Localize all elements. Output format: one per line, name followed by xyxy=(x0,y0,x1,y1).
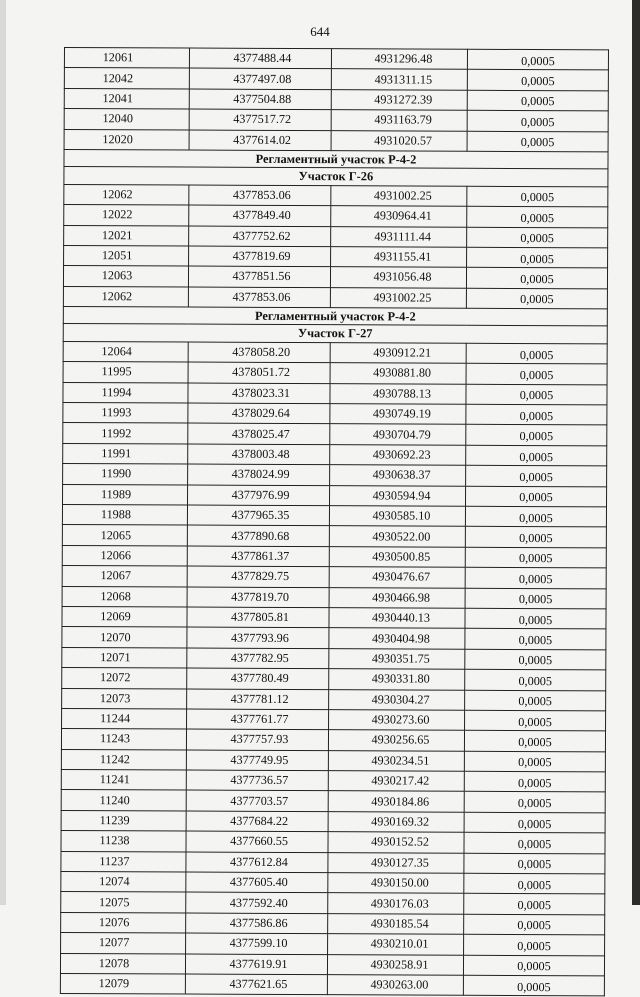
x-coordinate-cell: 4377829.75 xyxy=(187,566,329,587)
y-coordinate-cell: 4931155.41 xyxy=(331,247,467,268)
y-coordinate-cell: 4930152.52 xyxy=(328,832,464,853)
accuracy-cell: 0,0005 xyxy=(467,70,608,91)
accuracy-cell: 0,0005 xyxy=(466,268,607,289)
y-coordinate-cell: 4930263.00 xyxy=(327,975,463,996)
page-number: 644 xyxy=(310,24,330,39)
accuracy-cell: 0,0005 xyxy=(465,608,606,629)
point-number-cell: 12021 xyxy=(64,225,189,246)
table-row xyxy=(61,892,605,915)
y-coordinate-cell: 4931296.48 xyxy=(331,49,467,70)
point-number-cell: 12061 xyxy=(64,48,189,69)
point-number-cell: 11243 xyxy=(61,729,186,750)
y-coordinate-cell: 4930304.27 xyxy=(329,689,465,710)
accuracy-cell: 0,0005 xyxy=(464,771,605,792)
y-coordinate-cell: 4931002.25 xyxy=(331,185,467,206)
x-coordinate-cell: 4378003.48 xyxy=(188,444,330,465)
y-coordinate-cell: 4930749.19 xyxy=(330,404,466,425)
point-number-cell: 12067 xyxy=(62,566,187,587)
x-coordinate-cell: 4377703.57 xyxy=(186,790,328,811)
y-coordinate-cell: 4930522.00 xyxy=(329,526,465,547)
point-number-cell: 11239 xyxy=(61,810,186,831)
accuracy-cell: 0,0005 xyxy=(463,975,604,996)
point-number-cell: 12064 xyxy=(63,341,188,362)
accuracy-cell: 0,0005 xyxy=(466,384,607,405)
x-coordinate-cell: 4377599.10 xyxy=(186,933,328,954)
table-row xyxy=(63,484,607,507)
point-number-cell: 12062 xyxy=(64,184,189,205)
table-row xyxy=(61,810,605,833)
x-coordinate-cell: 4378023.31 xyxy=(188,383,330,404)
point-number-cell: 12071 xyxy=(62,647,187,668)
point-number-cell: 11992 xyxy=(63,423,188,444)
table-row xyxy=(64,88,608,111)
y-coordinate-cell: 4930184.86 xyxy=(328,791,464,812)
x-coordinate-cell: 4377614.02 xyxy=(189,130,331,151)
x-coordinate-cell: 4377605.40 xyxy=(186,872,328,893)
accuracy-cell: 0,0005 xyxy=(464,873,605,894)
table-row xyxy=(63,403,607,426)
table-row xyxy=(64,109,608,132)
x-coordinate-cell: 4377782.95 xyxy=(187,648,329,669)
x-coordinate-cell: 4377517.72 xyxy=(189,109,331,130)
accuracy-cell: 0,0005 xyxy=(464,894,605,915)
x-coordinate-cell: 4377861.37 xyxy=(187,546,329,567)
table-row xyxy=(62,586,606,609)
y-coordinate-cell: 4931020.57 xyxy=(331,130,467,151)
x-coordinate-cell: 4378029.64 xyxy=(188,403,330,424)
section-title: Регламентный участок Р-4-2 xyxy=(64,149,608,169)
accuracy-cell: 0,0005 xyxy=(467,227,608,248)
x-coordinate-cell: 4377819.70 xyxy=(187,587,329,608)
y-coordinate-cell: 4930351.75 xyxy=(329,648,465,669)
point-number-cell: 12040 xyxy=(64,109,189,130)
table-row xyxy=(63,341,607,364)
x-coordinate-cell: 4377612.84 xyxy=(186,852,328,873)
accuracy-cell: 0,0005 xyxy=(465,669,606,690)
accuracy-cell: 0,0005 xyxy=(464,934,605,955)
y-coordinate-cell: 4930964.41 xyxy=(331,206,467,227)
x-coordinate-cell: 4378058.20 xyxy=(188,342,330,363)
table-row xyxy=(61,749,605,772)
point-number-cell: 12068 xyxy=(62,586,187,607)
y-coordinate-cell: 4931111.44 xyxy=(331,226,467,247)
y-coordinate-cell: 4930466.98 xyxy=(329,587,465,608)
point-number-cell: 11237 xyxy=(61,851,186,872)
table-row xyxy=(62,708,606,731)
table-row xyxy=(63,443,607,466)
table-row xyxy=(61,872,605,895)
point-number-cell: 11244 xyxy=(62,708,187,729)
y-coordinate-cell: 4930585.10 xyxy=(329,506,465,527)
point-number-cell: 11993 xyxy=(63,403,188,424)
point-number-cell: 12065 xyxy=(62,525,187,546)
point-number-cell: 11240 xyxy=(61,790,186,811)
y-coordinate-cell: 4930881.80 xyxy=(330,363,466,384)
accuracy-cell: 0,0005 xyxy=(464,751,605,772)
table-row xyxy=(62,688,606,711)
point-number-cell: 12078 xyxy=(60,953,185,974)
accuracy-cell: 0,0005 xyxy=(465,690,606,711)
table-row xyxy=(62,504,606,527)
point-number-cell: 12074 xyxy=(61,872,186,893)
point-number-cell: 12072 xyxy=(62,668,187,689)
accuracy-cell: 0,0005 xyxy=(467,131,608,152)
table-row xyxy=(63,266,607,289)
x-coordinate-cell: 4377497.08 xyxy=(189,68,331,89)
x-coordinate-cell: 4378024.99 xyxy=(188,464,330,485)
x-coordinate-cell: 4378051.72 xyxy=(188,362,330,383)
x-coordinate-cell: 4377780.49 xyxy=(187,668,329,689)
table-row xyxy=(61,729,605,752)
table-row xyxy=(60,953,604,976)
accuracy-cell: 0,0005 xyxy=(467,110,608,131)
table-row xyxy=(63,362,607,385)
y-coordinate-cell: 4930234.51 xyxy=(328,750,464,771)
table-row xyxy=(64,205,608,228)
accuracy-cell: 0,0005 xyxy=(465,649,606,670)
accuracy-cell: 0,0005 xyxy=(465,710,606,731)
x-coordinate-cell: 4377819.69 xyxy=(189,246,331,267)
y-coordinate-cell: 4930258.91 xyxy=(327,954,463,975)
table-row xyxy=(64,184,608,207)
accuracy-cell: 0,0005 xyxy=(464,832,605,853)
x-coordinate-cell: 4377504.88 xyxy=(189,89,331,110)
point-number-cell: 12051 xyxy=(64,245,189,266)
coordinates-table-body xyxy=(60,48,608,997)
y-coordinate-cell: 4930500.85 xyxy=(329,546,465,567)
y-coordinate-cell: 4930788.13 xyxy=(330,383,466,404)
x-coordinate-cell: 4377736.57 xyxy=(186,770,328,791)
table-row xyxy=(62,647,606,670)
table-row xyxy=(64,48,608,71)
accuracy-cell: 0,0005 xyxy=(467,206,608,227)
accuracy-cell: 0,0005 xyxy=(467,247,608,268)
point-number-cell: 12079 xyxy=(60,973,185,994)
table-row xyxy=(61,851,605,874)
accuracy-cell: 0,0005 xyxy=(464,914,605,935)
accuracy-cell: 0,0005 xyxy=(464,853,605,874)
x-coordinate-cell: 4377853.06 xyxy=(188,287,330,308)
accuracy-cell: 0,0005 xyxy=(466,425,607,446)
accuracy-cell: 0,0005 xyxy=(464,731,605,752)
x-coordinate-cell: 4377752.62 xyxy=(189,226,331,247)
point-number-cell: 11991 xyxy=(63,443,188,464)
x-coordinate-cell: 4377749.95 xyxy=(186,750,328,771)
table-row xyxy=(61,933,605,956)
table-row xyxy=(61,831,605,854)
x-coordinate-cell: 4377621.65 xyxy=(185,974,327,995)
accuracy-cell: 0,0005 xyxy=(466,445,607,466)
point-number-cell: 11989 xyxy=(63,484,188,505)
table-row xyxy=(62,525,606,548)
accuracy-cell: 0,0005 xyxy=(466,465,607,486)
table-row xyxy=(63,423,607,446)
y-coordinate-cell: 4930440.13 xyxy=(329,608,465,629)
y-coordinate-cell: 4931056.48 xyxy=(330,267,466,288)
y-coordinate-cell: 4931163.79 xyxy=(331,110,467,131)
y-coordinate-cell: 4930127.35 xyxy=(328,852,464,873)
accuracy-cell: 0,0005 xyxy=(466,364,607,385)
y-coordinate-cell: 4931311.15 xyxy=(331,69,467,90)
accuracy-cell: 0,0005 xyxy=(467,90,608,111)
accuracy-cell: 0,0005 xyxy=(463,955,604,976)
point-number-cell: 12041 xyxy=(64,88,189,109)
table-row xyxy=(63,382,607,405)
point-number-cell: 12042 xyxy=(64,68,189,89)
point-number-cell: 12062 xyxy=(63,286,188,307)
y-coordinate-cell: 4930692.23 xyxy=(330,444,466,465)
accuracy-cell: 0,0005 xyxy=(466,288,607,309)
accuracy-cell: 0,0005 xyxy=(464,812,605,833)
point-number-cell: 12075 xyxy=(61,892,186,913)
table-row xyxy=(63,286,607,309)
x-coordinate-cell: 4377488.44 xyxy=(189,48,331,69)
accuracy-cell: 0,0005 xyxy=(465,629,606,650)
y-coordinate-cell: 4930331.80 xyxy=(329,669,465,690)
y-coordinate-cell: 4930176.03 xyxy=(328,893,464,914)
y-coordinate-cell: 4930256.65 xyxy=(328,730,464,751)
y-coordinate-cell: 4930169.32 xyxy=(328,812,464,833)
accuracy-cell: 0,0005 xyxy=(464,792,605,813)
x-coordinate-cell: 4377849.40 xyxy=(189,205,331,226)
accuracy-cell: 0,0005 xyxy=(465,547,606,568)
accuracy-cell: 0,0005 xyxy=(467,49,608,70)
table-row xyxy=(64,225,608,248)
x-coordinate-cell: 4377619.91 xyxy=(185,954,327,975)
x-coordinate-cell: 4377586.86 xyxy=(186,913,328,934)
y-coordinate-cell: 4930404.98 xyxy=(329,628,465,649)
x-coordinate-cell: 4377890.68 xyxy=(187,525,329,546)
point-number-cell: 12076 xyxy=(61,912,186,933)
y-coordinate-cell: 4930217.42 xyxy=(328,771,464,792)
x-coordinate-cell: 4377781.12 xyxy=(187,689,329,710)
subsection-title: Участок Г-26 xyxy=(64,167,608,187)
coordinates-sheet xyxy=(60,47,608,997)
table-row xyxy=(64,68,608,91)
table-row xyxy=(62,545,606,568)
table-row xyxy=(62,566,606,589)
y-coordinate-cell: 4930185.54 xyxy=(328,913,464,934)
table-row xyxy=(64,245,608,268)
x-coordinate-cell: 4377761.77 xyxy=(187,709,329,730)
y-coordinate-cell: 4930594.94 xyxy=(330,485,466,506)
x-coordinate-cell: 4377660.55 xyxy=(186,831,328,852)
table-row xyxy=(62,606,606,629)
point-number-cell: 12022 xyxy=(64,205,189,226)
x-coordinate-cell: 4378025.47 xyxy=(188,423,330,444)
accuracy-cell: 0,0005 xyxy=(465,567,606,588)
accuracy-cell: 0,0005 xyxy=(467,186,608,207)
y-coordinate-cell: 4930476.67 xyxy=(329,567,465,588)
accuracy-cell: 0,0005 xyxy=(465,527,606,548)
point-number-cell: 12066 xyxy=(62,545,187,566)
point-number-cell: 11995 xyxy=(63,362,188,383)
point-number-cell: 11990 xyxy=(63,464,188,485)
accuracy-cell: 0,0005 xyxy=(466,343,607,364)
point-number-cell: 12070 xyxy=(62,627,187,648)
point-number-cell: 12077 xyxy=(61,933,186,954)
y-coordinate-cell: 4930150.00 xyxy=(328,873,464,894)
point-number-cell: 11241 xyxy=(61,770,186,791)
table-row xyxy=(61,790,605,813)
x-coordinate-cell: 4377851.56 xyxy=(188,266,330,287)
accuracy-cell: 0,0005 xyxy=(466,404,607,425)
accuracy-cell: 0,0005 xyxy=(465,506,606,527)
x-coordinate-cell: 4377965.35 xyxy=(187,505,329,526)
point-number-cell: 12063 xyxy=(63,266,188,287)
x-coordinate-cell: 4377853.06 xyxy=(189,185,331,206)
point-number-cell: 11994 xyxy=(63,382,188,403)
y-coordinate-cell: 4930704.79 xyxy=(330,424,466,445)
y-coordinate-cell: 4930912.21 xyxy=(330,343,466,364)
table-row xyxy=(60,973,604,996)
point-number-cell: 11988 xyxy=(62,504,187,525)
accuracy-cell: 0,0005 xyxy=(466,486,607,507)
table-row xyxy=(61,770,605,793)
point-number-cell: 11242 xyxy=(61,749,186,770)
y-coordinate-cell: 4930210.01 xyxy=(328,934,464,955)
coordinates-table xyxy=(60,47,609,997)
subsection-title: Участок Г-27 xyxy=(63,324,607,344)
table-row xyxy=(63,464,607,487)
y-coordinate-cell: 4931002.25 xyxy=(330,287,466,308)
table-row xyxy=(62,668,606,691)
y-coordinate-cell: 4931272.39 xyxy=(331,89,467,110)
point-number-cell: 12069 xyxy=(62,606,187,627)
x-coordinate-cell: 4377684.22 xyxy=(186,811,328,832)
table-row xyxy=(62,627,606,650)
table-row xyxy=(64,129,608,152)
y-coordinate-cell: 4930638.37 xyxy=(330,465,466,486)
point-number-cell: 12020 xyxy=(64,129,189,150)
x-coordinate-cell: 4377592.40 xyxy=(186,892,328,913)
point-number-cell: 12073 xyxy=(62,688,187,709)
x-coordinate-cell: 4377805.81 xyxy=(187,607,329,628)
x-coordinate-cell: 4377976.99 xyxy=(188,485,330,506)
x-coordinate-cell: 4377757.93 xyxy=(186,729,328,750)
y-coordinate-cell: 4930273.60 xyxy=(329,710,465,731)
scan-edge-left xyxy=(0,0,6,905)
point-number-cell: 11238 xyxy=(61,831,186,852)
x-coordinate-cell: 4377793.96 xyxy=(187,627,329,648)
accuracy-cell: 0,0005 xyxy=(465,588,606,609)
section-title: Регламентный участок Р-4-2 xyxy=(63,307,607,327)
scan-edge-right xyxy=(632,0,640,905)
table-row xyxy=(61,912,605,935)
